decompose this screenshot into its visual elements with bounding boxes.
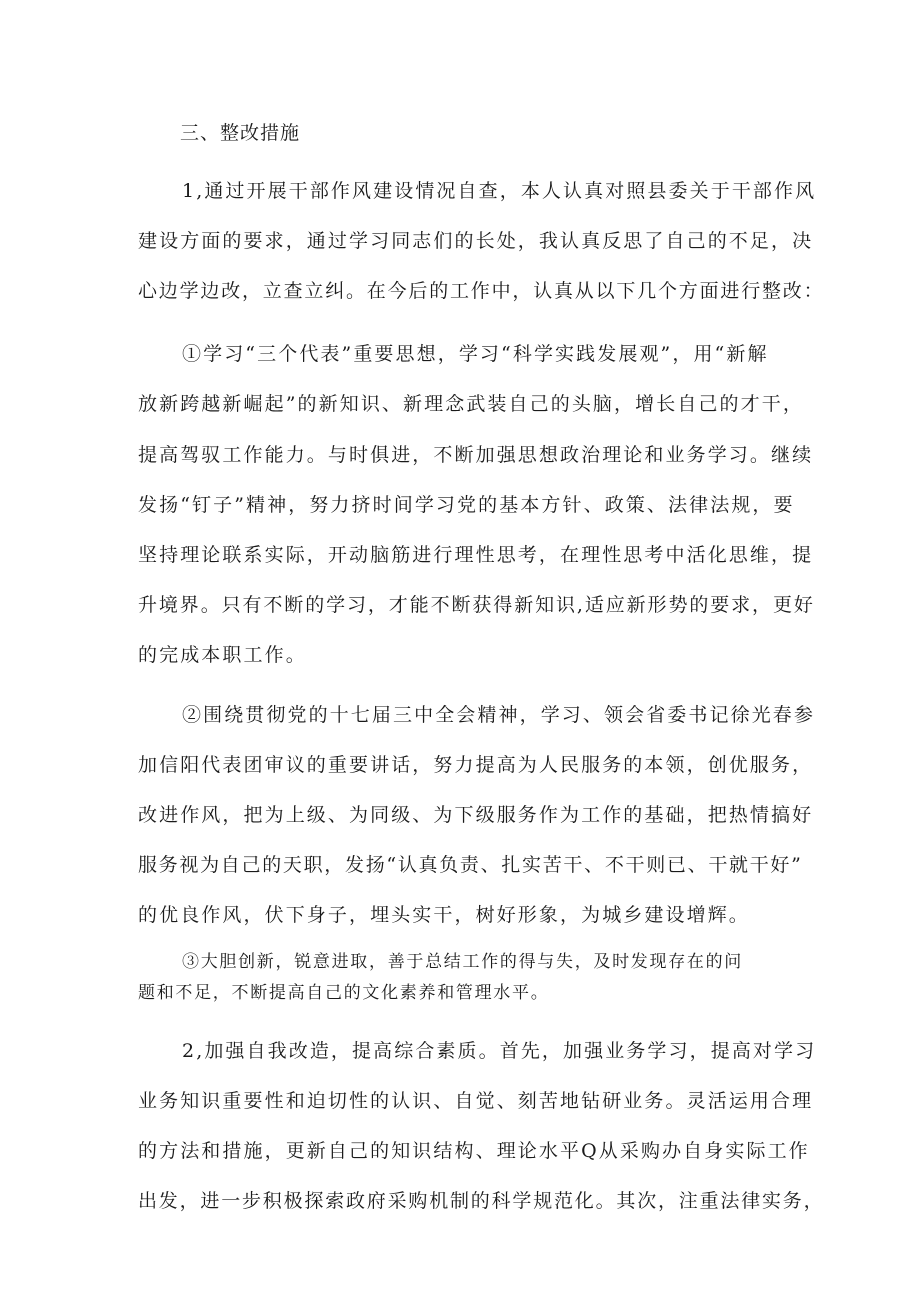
paragraph-line: 建设方面的要求，通过学习同志们的长处，我认真反思了自己的不足，决 [138,230,814,252]
paragraph-line: 服务视为自己的天职，发扬“认真负责、扎实苦干、不干则已、干就干好” [138,854,803,876]
paragraph-line: ②围绕贯彻党的十七届三中全会精神，学习、领会省委书记徐光春参 [182,704,816,726]
paragraph-line: 坚持理论联系实际，开动脑筋进行理性思考，在理性思考中活化思维，提 [138,544,814,566]
paragraph-line: 发扬“钉子”精神，努力挤时间学习党的基本方针、政策、法律法规，要 [138,494,795,516]
paragraph-line: 升境界。只有不断的学习，才能不断获得新知识,适应新形势的要求，更好 [138,594,815,616]
paragraph-line: 提高驾驭工作能力。与时俱进，不断加强思想政治理论和业务学习。继续 [138,444,814,466]
paragraph-line: 的优良作风，伏下身子，埋头实干，树好形象，为城乡建设增辉。 [138,904,750,926]
section-heading: 三、整改措施 [180,122,301,144]
paragraph-line: 心边学边改，立查立纠。在今后的工作中，认真从以下几个方面进行整改： [138,280,825,302]
paragraph-line: 题和不足，不断提高自己的文化素养和管理水平。 [138,983,550,1003]
paragraph-line: ①学习“三个代表”重要思想，学习“科学实践发展观”，用“新解 [182,343,769,365]
paragraph-line: 改进作风，把为上级、为同级、为下级服务作为工作的基础，把热情搞好 [138,804,814,826]
paragraph-line: 放新跨越新崛起”的新知识、新理念武装自己的头脑，增长自己的才干， [138,393,804,415]
paragraph-line: 2,加强自我改造，提高综合素质。首先，加强业务学习，提高对学习 [182,1040,817,1062]
paragraph-line: 出发，进一步积极探索政府采购机制的科学规范化。其次，注重法律实务， [138,1190,825,1212]
paragraph-line: 的完成本职工作。 [138,644,307,666]
paragraph-line: 业务知识重要性和迫切性的认识、自觉、刻苦地钻研业务。灵活运用合理 [138,1090,814,1112]
paragraph-line: 1,通过开展干部作风建设情况自查，本人认真对照县委关于干部作风 [182,180,817,202]
paragraph-line: 的方法和措施，更新自己的知识结构、理论水平Q从采购办自身实际工作 [138,1140,810,1162]
paragraph-line: ③大胆创新，锐意进取，善于总结工作的得与失，及时发现存在的问 [182,952,743,972]
paragraph-line: 加信阳代表团审议的重要讲话，努力提高为人民服务的本领，创优服务， [138,754,814,776]
